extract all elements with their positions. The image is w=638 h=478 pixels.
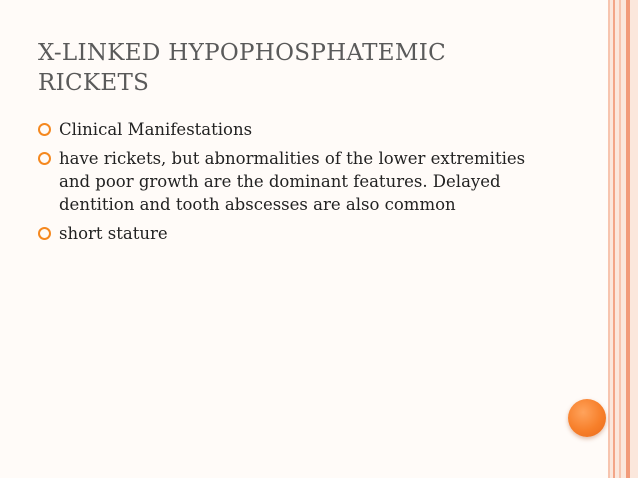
bullet-item-clinical-manifestations xyxy=(38,118,558,141)
decorative-stripe xyxy=(608,0,610,478)
hollow-circle-bullet-icon xyxy=(38,152,51,165)
decorative-stripe xyxy=(626,0,630,478)
bullet-text: Clinical Manifestations xyxy=(59,120,253,139)
bullet-item-short-stature xyxy=(38,222,558,245)
bullet-list xyxy=(38,118,558,251)
orange-circle-icon[interactable] xyxy=(568,399,606,437)
hollow-circle-bullet-icon xyxy=(38,227,51,240)
decorative-stripe xyxy=(619,0,621,478)
decorative-stripe xyxy=(613,0,615,478)
bullet-item-rickets-description xyxy=(38,147,558,216)
slide-title: X-LINKED HYPOPHOSPHATEMIC RICKETS xyxy=(38,40,447,96)
hollow-circle-bullet-icon xyxy=(38,123,51,136)
bullet-text: short stature xyxy=(59,224,168,243)
bullet-text: have rickets, but abnormalities of the lower extremities and poor growth are the dominant features. Delayed dentition and tooth abscesses are also common xyxy=(59,149,526,214)
